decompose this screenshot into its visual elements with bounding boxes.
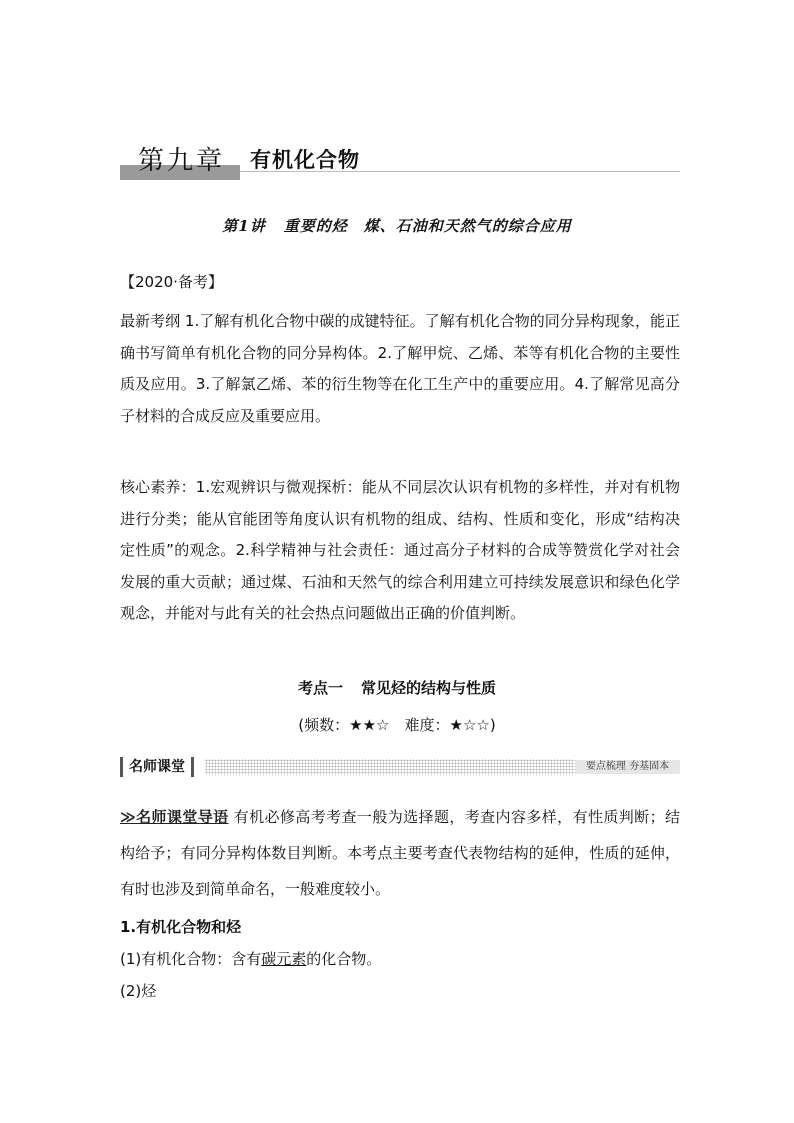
guide-paragraph (120, 799, 680, 907)
section-item-1 (120, 948, 381, 969)
kaodian-frequency: (频数：★★☆ 难度：★☆☆) (298, 716, 496, 734)
lecture-number: 第1讲 (222, 217, 266, 235)
outline-paragraph (120, 306, 680, 432)
guide-text: 有机必修高考考查一般为选择题，考查内容多样，有性质判断；结构给予；有同分异构体数目判断。本考点主要考查代表物结构的延伸，性质的延伸，有时也涉及到简单命名，一般难度较小。 (120, 808, 680, 898)
literacy-paragraph (120, 472, 680, 630)
literacy-lead: 核心素养： (120, 478, 196, 496)
item1-prefix: (1)有机化合物：含有 (120, 950, 262, 968)
section-heading: 1.有机化合物和烃 (120, 918, 242, 936)
outline-text: 1.了解有机化合物中碳的成键特征。了解有机化合物的同分异构现象，能正确书写简单有机化合物的同分异构体。2.了解甲烷、乙烯、苯等有机化合物的主要性质及应用。3.了解氯乙烯、苯的衍生物等在化工生产中的重要应用。4.了解常见高分子材料的合成反应及重要应用。 (120, 312, 680, 425)
kaodian-title (0, 677, 794, 698)
kaodian-label: 考点一 (297, 679, 343, 697)
chapter-title: 有机化合物 (250, 147, 360, 172)
chapter-number: 第九章 (138, 146, 226, 176)
year-tag: 【2020·备考】 (120, 273, 223, 291)
outline-lead: 最新考纲 (120, 312, 181, 330)
mingshi-right-tag: 要点梳理 夯基固本 (575, 760, 680, 774)
item1-underlined: 碳元素 (261, 950, 307, 968)
literacy-text: 1.宏观辨识与微观探析：能从不同层次认识有机物的多样性，并对有机物进行分类；能从官能团等角度认识有机物的组成、结构、性质和变化，形成“结构决定性质”的观念。2.科学精神与社会责任：通过高分子材料的合成等赞赏化学对社会发展的重大贡献；通过煤、石油和天然气的综合利用建立可持续发展意识和绿色化学观念，并能对与此有关的社会热点问题做出正确的价值判断。 (120, 478, 680, 622)
lecture-heading (0, 215, 794, 236)
kaodian-name: 常见烃的结构与性质 (361, 679, 497, 697)
mingshi-dotted-band (205, 759, 575, 775)
section-item-2: (2)烃 (120, 982, 157, 1000)
item1-suffix: 的化合物。 (306, 950, 382, 968)
guide-lead: ≫名师课堂导语 (120, 808, 229, 826)
mingshi-label: 名师课堂 (120, 757, 194, 777)
lecture-title: 重要的烃 煤、石油和天然气的综合应用 (283, 217, 572, 235)
